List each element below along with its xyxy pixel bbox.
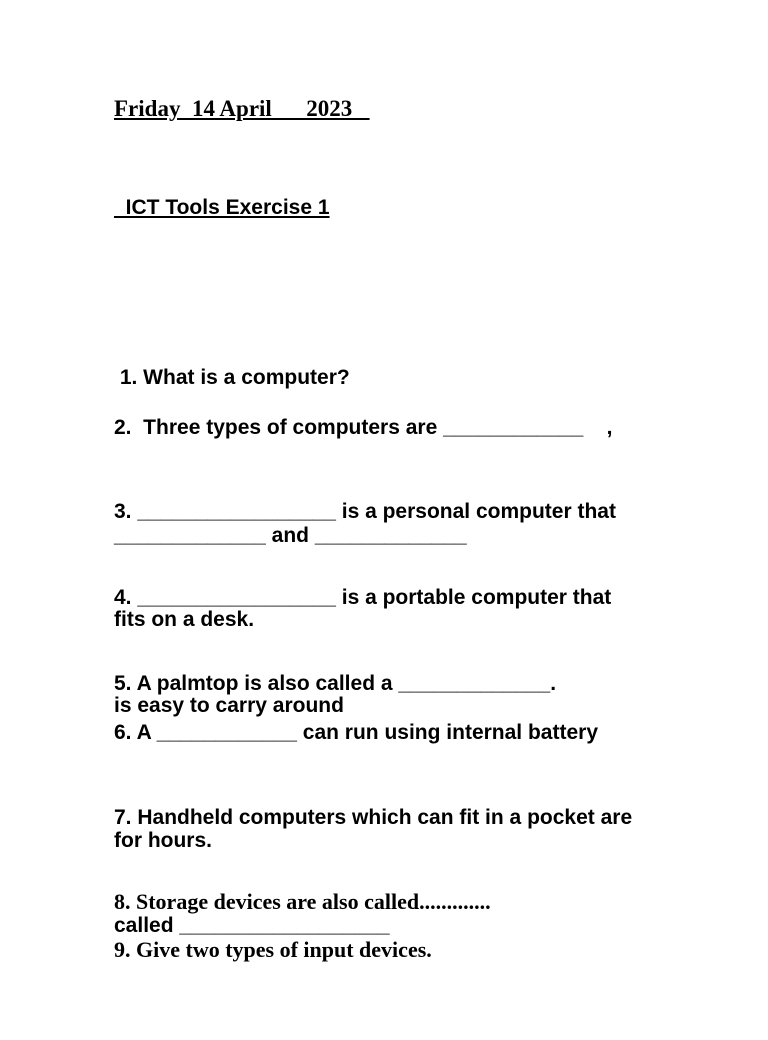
question-8-line-1: 8. Storage devices are also called............. <box>114 889 491 914</box>
date-heading: Friday 14 April 2023 <box>114 96 370 121</box>
question-2-line-1: 2. Three types of computers are ____________ , <box>114 416 613 439</box>
question-3-line-1: 3. _________________ is a personal computer that <box>114 500 616 523</box>
question-6-line-2: for hours. <box>114 829 212 852</box>
question-6-line-1: 6. A ____________ can run using internal battery <box>114 721 598 744</box>
exercise-title: ICT Tools Exercise 1 <box>114 196 330 219</box>
question-1-line-1: 1. What is a computer? <box>114 366 350 389</box>
question-7-line-1: 7. Handheld computers which can fit in a pocket are <box>114 806 633 829</box>
question-7-line-2: called __________________ <box>114 914 390 937</box>
question-5-line-1: 5. A palmtop is also called a _____________. <box>114 672 557 695</box>
question-9-line-1: 9. Give two types of input devices. <box>114 937 432 962</box>
question-2-line-2: _____________ and _____________ <box>114 524 467 547</box>
question-4-line-1: 4. _________________ is a portable computer that <box>114 586 612 609</box>
question-4-line-2: is easy to carry around <box>114 694 344 717</box>
question-3-line-2: fits on a desk. <box>114 608 255 631</box>
question-9 <box>114 860 674 1040</box>
